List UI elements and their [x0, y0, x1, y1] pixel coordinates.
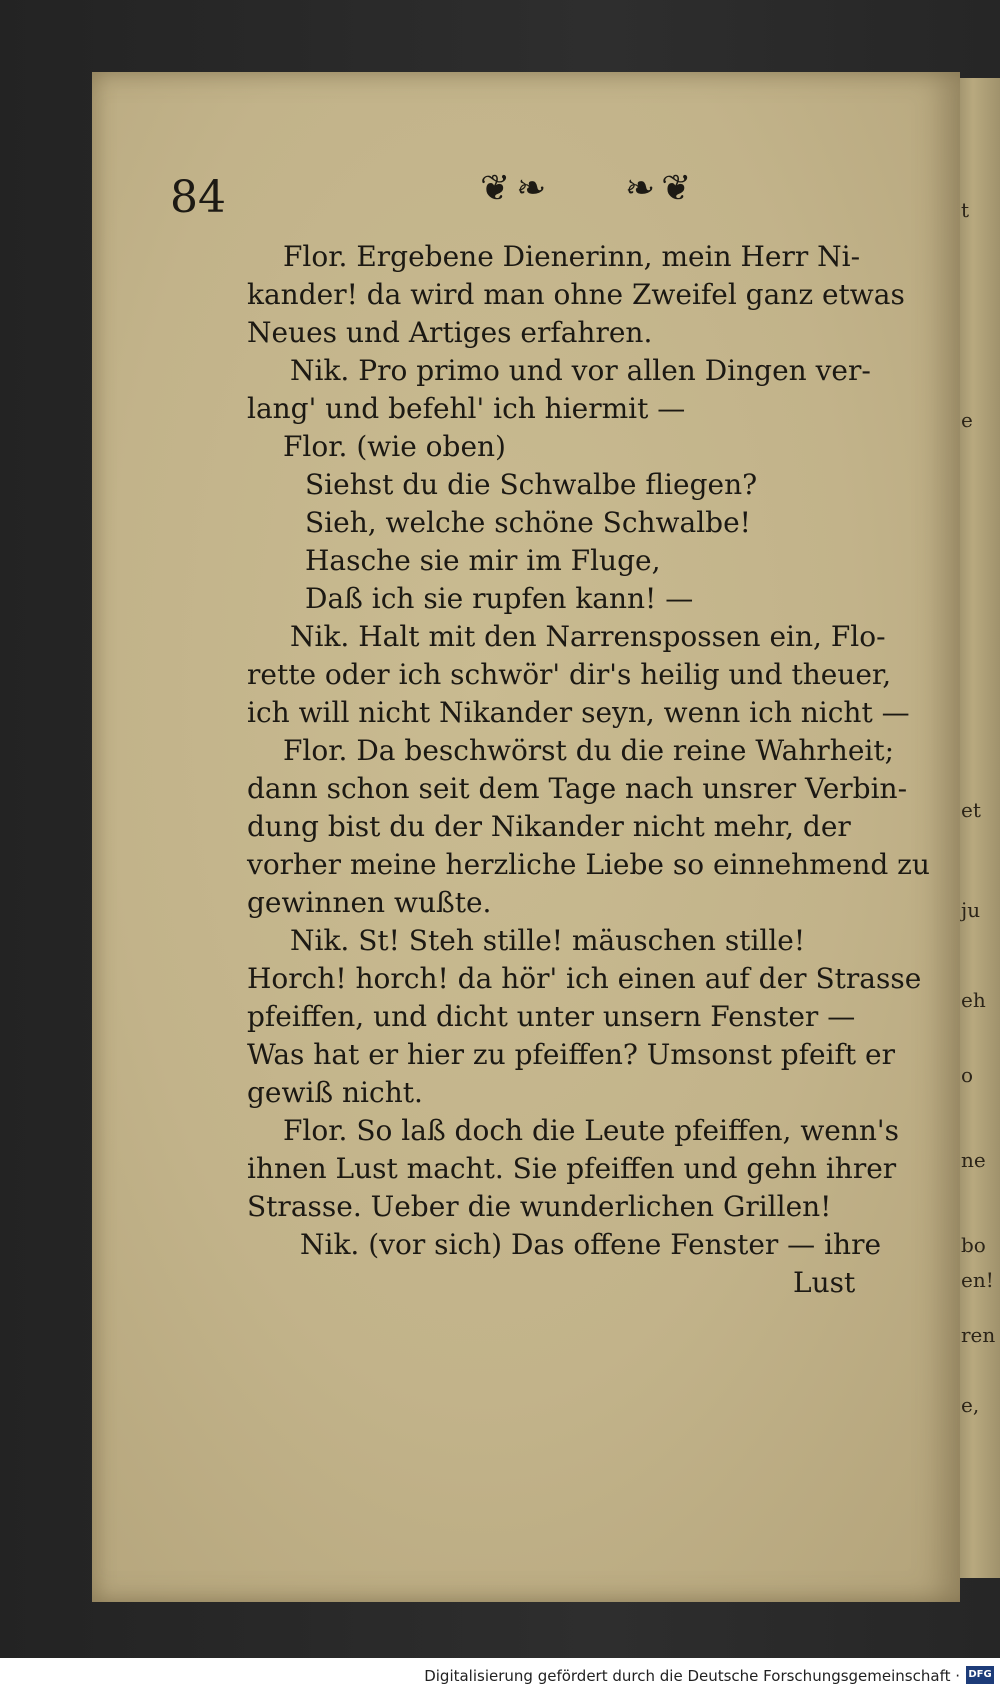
text-line: dung bist du der Nikander nicht mehr, der [247, 810, 851, 843]
adjacent-page-fragment: e, [961, 1393, 980, 1417]
text-line: ich will nicht Nikander seyn, wenn ich nicht — [247, 696, 910, 729]
adjacent-page-fragment: et [961, 798, 981, 822]
text-line: Neues und Artiges erfahren. [247, 316, 653, 349]
adjacent-page-fragment: en! [961, 1268, 994, 1292]
text-line: Flor. So laß doch die Leute pfeiffen, wenn's [283, 1114, 899, 1147]
footer-credit: Digitalisierung gefördert durch die Deutsche Forschungsgemeinschaft · [424, 1667, 960, 1685]
catchword: Lust [793, 1266, 856, 1299]
text-line: kander! da wird man ohne Zweifel ganz etwas [247, 278, 905, 311]
text-line: Flor. Ergebene Dienerinn, mein Herr Ni- [283, 240, 861, 273]
text-line: Strasse. Ueber die wunderlichen Grillen! [247, 1190, 832, 1223]
adjacent-page-fragment: t [961, 198, 970, 222]
text-line: Nik. St! Steh stille! mäuschen stille! [290, 924, 806, 957]
text-line: Flor. (wie oben) [283, 430, 506, 463]
text-line: Horch! horch! da hör' ich einen auf der Strasse [247, 962, 922, 995]
text-line: pfeiffen, und dicht unter unsern Fenster — [247, 1000, 856, 1033]
adjacent-page-fragment: ren [961, 1323, 996, 1347]
verse-line: Siehst du die Schwalbe fliegen? [305, 468, 758, 501]
adjacent-page-fragment: eh [961, 988, 986, 1012]
text-line: gewinnen wußte. [247, 886, 492, 919]
text-line: rette oder ich schwör' dir's heilig und theuer, [247, 658, 892, 691]
adjacent-page-fragment: e [961, 408, 973, 432]
text-line: Nik. Pro primo und vor allen Dingen ver- [290, 354, 871, 387]
adjacent-page-fragment: o [961, 1063, 974, 1087]
verse-line: Daß ich sie rupfen kann! — [305, 582, 694, 615]
verse-line: Hasche sie mir im Fluge, [305, 544, 661, 577]
text-line: lang' und befehl' ich hiermit — [247, 392, 686, 425]
ornament-left: ❦❧ [480, 168, 553, 209]
text-line: Flor. Da beschwörst du die reine Wahrheit; [283, 734, 895, 767]
page-number: 84 [170, 172, 226, 223]
text-line: Was hat er hier zu pfeiffen? Umsonst pfeift er [247, 1038, 896, 1071]
adjacent-page-fragment: ju [961, 898, 981, 922]
dfg-logo: DFG [966, 1666, 994, 1684]
text-line: dann schon seit dem Tage nach unsrer Verbin- [247, 772, 908, 805]
text-line: gewiß nicht. [247, 1076, 423, 1109]
adjacent-page-fragment: ne [961, 1148, 986, 1172]
adjacent-page-edge [955, 78, 1000, 1578]
verse-line: Sieh, welche schöne Schwalbe! [305, 506, 751, 539]
text-line: vorher meine herzliche Liebe so einnehmend zu [247, 848, 930, 881]
ornament-right: ❧❦ [625, 168, 698, 209]
text-line: Nik. Halt mit den Narrenspossen ein, Flo- [290, 620, 886, 653]
adjacent-page-fragment: bo [961, 1233, 986, 1257]
text-line: Nik. (vor sich) Das offene Fenster — ihre [300, 1228, 882, 1261]
digitization-footer [0, 1658, 1000, 1696]
text-line: ihnen Lust macht. Sie pfeiffen und gehn ihrer [247, 1152, 897, 1185]
